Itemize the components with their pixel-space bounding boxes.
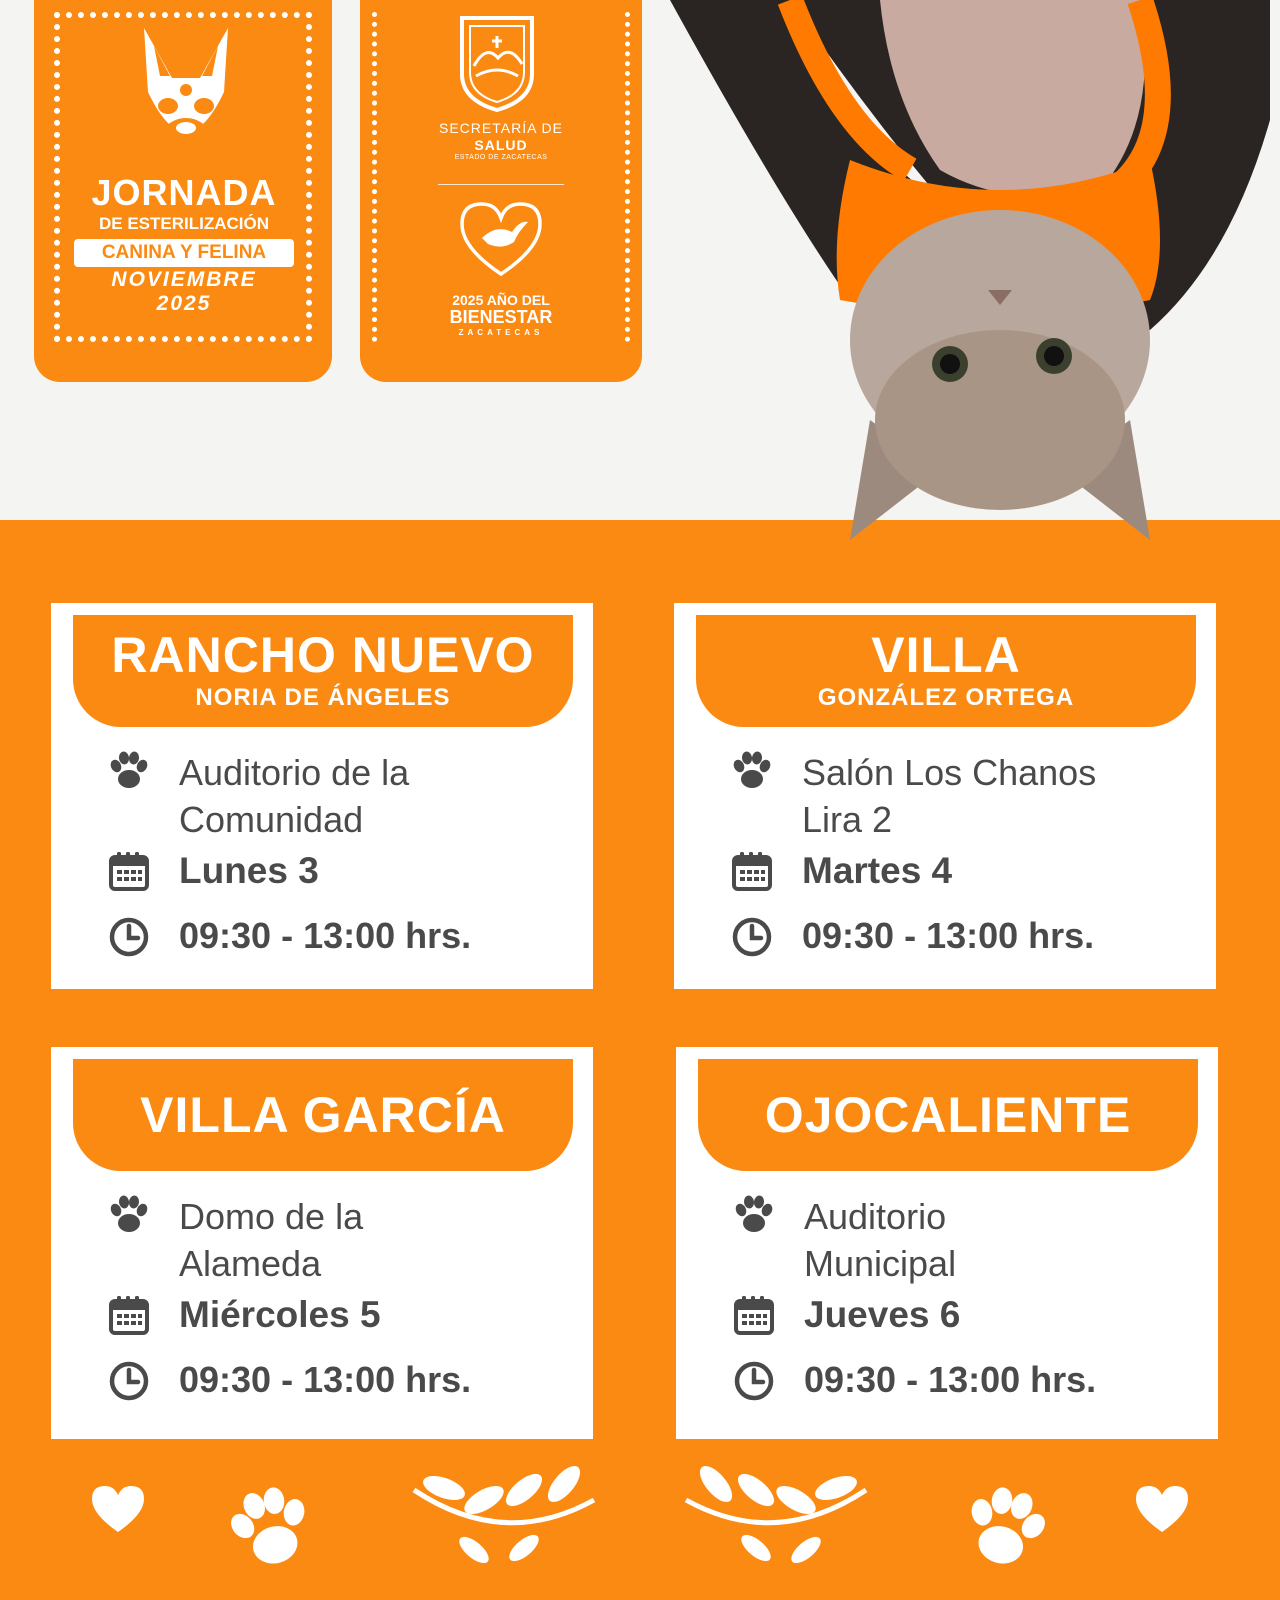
location-header bbox=[696, 615, 1196, 727]
paw-icon bbox=[107, 1193, 151, 1237]
agency-name-line1: SECRETARÍA DE bbox=[439, 120, 563, 136]
dog-face-icon bbox=[126, 22, 246, 172]
location-subtitle: NORIA DE ÁNGELES bbox=[195, 684, 451, 711]
calendar-icon bbox=[732, 1293, 776, 1337]
campaign-month: NOVIEMBRE bbox=[111, 268, 257, 291]
clock-icon bbox=[107, 915, 151, 959]
clock-icon bbox=[732, 1359, 776, 1403]
slogan-line3: ZACATECAS bbox=[458, 328, 544, 337]
time-text: 09:30 - 13:00 hrs. bbox=[179, 1359, 472, 1400]
paw-icon bbox=[732, 1193, 776, 1237]
date-text: Martes 4 bbox=[802, 850, 953, 891]
paw-icon bbox=[226, 1484, 316, 1574]
location-card bbox=[674, 603, 1216, 989]
time-text: 09:30 - 13:00 hrs. bbox=[179, 915, 472, 956]
date-text: Lunes 3 bbox=[179, 850, 319, 891]
location-title: OJOCALIENTE bbox=[764, 1087, 1132, 1143]
venue-line2: Municipal bbox=[804, 1243, 957, 1284]
leaf-branch-icon bbox=[404, 1460, 604, 1570]
location-header bbox=[73, 1059, 573, 1171]
heart-icon bbox=[90, 1484, 146, 1534]
campaign-title: JORNADA bbox=[91, 172, 277, 213]
leaf-branch-icon bbox=[676, 1460, 876, 1570]
location-header bbox=[698, 1059, 1198, 1171]
location-subtitle: GONZÁLEZ ORTEGA bbox=[817, 684, 1075, 711]
campaign-banner bbox=[34, 0, 332, 382]
heart-dove-icon bbox=[456, 198, 546, 280]
calendar-icon bbox=[107, 849, 151, 893]
calendar-icon bbox=[107, 1293, 151, 1337]
slogan-line1: 2025 AÑO DEL bbox=[452, 292, 550, 308]
clock-icon bbox=[107, 1359, 151, 1403]
shield-logo-icon bbox=[456, 14, 538, 114]
location-title: VILLA bbox=[871, 627, 1021, 683]
location-card bbox=[51, 603, 593, 989]
venue-text bbox=[179, 1193, 579, 1287]
venue-line2: Alameda bbox=[179, 1243, 322, 1284]
venue-text bbox=[179, 749, 579, 843]
campaign-year: 2025 bbox=[156, 292, 212, 315]
agency-banner bbox=[360, 0, 642, 382]
venue-line1: Auditorio de la bbox=[179, 752, 410, 793]
location-title: VILLA GARCÍA bbox=[140, 1087, 506, 1143]
location-title: RANCHO NUEVO bbox=[111, 627, 535, 683]
heart-icon bbox=[1134, 1484, 1190, 1534]
venue-line1: Domo de la bbox=[179, 1196, 364, 1237]
location-header bbox=[73, 615, 573, 727]
date-text: Jueves 6 bbox=[804, 1294, 961, 1335]
date-text: Miércoles 5 bbox=[179, 1294, 381, 1335]
calendar-icon bbox=[730, 849, 774, 893]
agency-state: ESTADO DE ZACATECAS bbox=[454, 154, 548, 161]
venue-line2: Lira 2 bbox=[802, 799, 893, 840]
time-text: 09:30 - 13:00 hrs. bbox=[804, 1359, 1097, 1400]
location-card bbox=[51, 1047, 593, 1439]
clock-icon bbox=[730, 915, 774, 959]
paw-icon bbox=[107, 749, 151, 793]
location-card bbox=[676, 1047, 1218, 1439]
kitten-photo bbox=[670, 0, 1270, 560]
campaign-subtitle: DE ESTERILIZACIÓN bbox=[98, 214, 269, 233]
venue-line2: Comunidad bbox=[179, 799, 364, 840]
divider bbox=[438, 184, 564, 185]
paw-icon bbox=[730, 749, 774, 793]
paw-icon bbox=[960, 1484, 1050, 1574]
campaign-highlight: CANINA Y FELINA bbox=[74, 239, 294, 267]
venue-text bbox=[802, 749, 1202, 843]
venue-line1: Salón Los Chanos bbox=[802, 752, 1097, 793]
agency-name-line2: SALUD bbox=[474, 137, 528, 153]
venue-text bbox=[804, 1193, 1204, 1287]
time-text: 09:30 - 13:00 hrs. bbox=[802, 915, 1095, 956]
venue-line1: Auditorio bbox=[804, 1196, 947, 1237]
slogan-line2: BIENESTAR bbox=[449, 307, 553, 327]
